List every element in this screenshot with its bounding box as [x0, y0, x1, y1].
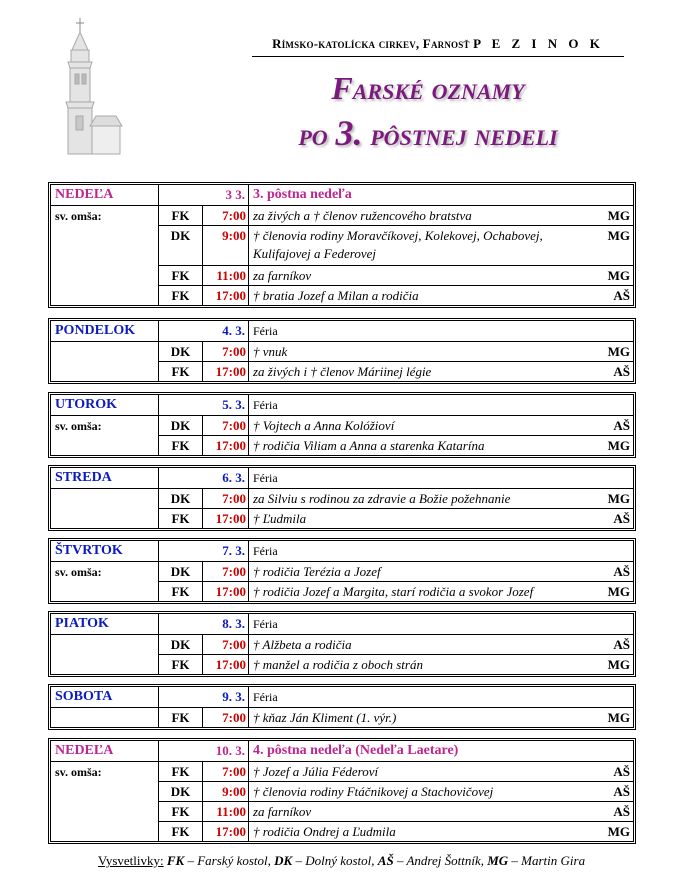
day-name: SOBOTA [51, 687, 159, 707]
mass-label: sv. omša: [51, 761, 159, 781]
mass-label [51, 285, 159, 305]
mass-label [51, 821, 159, 841]
church-tower-illustration [46, 16, 126, 156]
celebrant-code: AŠ [599, 561, 633, 581]
day-name: PIATOK [51, 614, 159, 634]
mass-label [51, 265, 159, 285]
liturgical-day: 3. pôstna nedeľa [253, 187, 352, 202]
celebrant-code: AŠ [599, 781, 633, 801]
celebrant-code: AŠ [599, 634, 633, 654]
church-code: FK [159, 361, 203, 381]
church-code: FK [159, 581, 203, 601]
mass-row [51, 341, 633, 361]
mass-label [51, 435, 159, 455]
day-header-row [51, 541, 633, 561]
mass-time: 17:00 [203, 361, 249, 381]
church-code: FK [159, 205, 203, 225]
celebrant-code: AŠ [599, 761, 633, 781]
day-name: NEDEĽA [51, 741, 159, 761]
church-code: DK [159, 341, 203, 361]
parish-name: P E Z I N O K [473, 36, 604, 51]
legend-as-text: – Andrej Šottník, [396, 853, 484, 868]
day-block [48, 318, 636, 384]
mass-label [51, 361, 159, 381]
mass-row [51, 707, 633, 727]
day-header-row [51, 468, 633, 488]
mass-time: 7:00 [203, 415, 249, 435]
liturgical-day: Féria [253, 617, 278, 631]
mass-time: 17:00 [203, 654, 249, 674]
mass-label [51, 341, 159, 361]
church-code: FK [159, 508, 203, 528]
celebrant-code: MG [599, 225, 633, 265]
mass-label [51, 654, 159, 674]
mass-time: 17:00 [203, 508, 249, 528]
mass-label: sv. omša: [51, 205, 159, 225]
mass-row [51, 488, 633, 508]
church-code: DK [159, 634, 203, 654]
mass-row [51, 265, 633, 285]
legend-fk-text: – Farský kostol, [187, 853, 271, 868]
day-block [48, 538, 636, 604]
liturgical-day: Féria [253, 471, 278, 485]
mass-row [51, 781, 633, 801]
mass-intention: † rodičia Ondrej a Ľudmila [249, 821, 599, 841]
day-date: 5. 3. [159, 395, 249, 415]
day-name: STREDA [51, 468, 159, 488]
mass-row [51, 508, 633, 528]
legend-mg: MG [487, 853, 509, 868]
day-name: PONDELOK [51, 321, 159, 341]
mass-time: 17:00 [203, 821, 249, 841]
day-date: 10. 3. [159, 741, 249, 761]
mass-time: 7:00 [203, 707, 249, 727]
mass-row [51, 415, 633, 435]
page-subtitle [228, 112, 628, 154]
day-block [48, 611, 636, 677]
day-block [48, 392, 636, 458]
day-date: 7. 3. [159, 541, 249, 561]
legend-label: Vysvetlivky: [97, 853, 164, 868]
church-code: FK [159, 435, 203, 455]
mass-time: 7:00 [203, 341, 249, 361]
mass-row [51, 435, 633, 455]
day-header-row [51, 687, 633, 707]
header-divider [252, 56, 624, 57]
parish-header [248, 36, 628, 52]
org-parish-word: Farnosť [422, 36, 470, 51]
church-code: DK [159, 415, 203, 435]
page-title: Farské oznamy [331, 70, 525, 106]
mass-intention: † Alžbeta a rodičia [249, 634, 599, 654]
mass-time: 7:00 [203, 561, 249, 581]
mass-time: 7:00 [203, 205, 249, 225]
mass-intention: † rodičia Terézia a Jozef [249, 561, 599, 581]
mass-row [51, 361, 633, 381]
day-date: 3 3. [159, 185, 249, 205]
liturgical-day: Féria [253, 544, 278, 558]
mass-time: 17:00 [203, 285, 249, 305]
mass-intention: † členovia rodiny Moravčíkovej, Kolekovej, Ochabovej, Kulifajovej a Federovej [249, 225, 599, 265]
church-code: FK [159, 801, 203, 821]
liturgical-day: Féria [253, 324, 278, 338]
mass-time: 17:00 [203, 581, 249, 601]
mass-intention: † bratia Jozef a Milan a rodičia [249, 285, 599, 305]
mass-row [51, 561, 633, 581]
celebrant-code: MG [599, 341, 633, 361]
liturgical-day: 4. pôstna nedeľa (Nedeľa Laetare) [253, 743, 459, 758]
mass-label [51, 707, 159, 727]
church-code: DK [159, 225, 203, 265]
mass-intention: za farníkov [249, 801, 599, 821]
legend-mg-text: – Martin Gira [511, 853, 586, 868]
church-code: FK [159, 707, 203, 727]
day-header-row [51, 741, 633, 761]
day-name: ŠTVRTOK [51, 541, 159, 561]
celebrant-code: MG [599, 821, 633, 841]
mass-intention: † manžel a rodičia z oboch strán [249, 654, 599, 674]
mass-row [51, 581, 633, 601]
mass-row [51, 225, 633, 265]
mass-label [51, 508, 159, 528]
church-code: FK [159, 654, 203, 674]
mass-intention: za farníkov [249, 265, 599, 285]
mass-intention: † vnuk [249, 341, 599, 361]
subtitle-post: pôstnej nedeli [370, 117, 558, 152]
celebrant-code: MG [599, 654, 633, 674]
celebrant-code: MG [599, 435, 633, 455]
celebrant-code: MG [599, 265, 633, 285]
mass-intention: † kňaz Ján Kliment (1. výr.) [249, 707, 599, 727]
church-code: DK [159, 561, 203, 581]
subtitle-pre: po [298, 117, 328, 152]
church-code: DK [159, 781, 203, 801]
mass-time: 9:00 [203, 781, 249, 801]
mass-label [51, 801, 159, 821]
day-header-row [51, 614, 633, 634]
legend-as: AŠ [377, 853, 394, 868]
mass-intention: † rodičia Jozef a Margita, starí rodičia a svokor Jozef [249, 581, 599, 601]
celebrant-code: AŠ [599, 415, 633, 435]
church-code: FK [159, 265, 203, 285]
mass-time: 7:00 [203, 634, 249, 654]
celebrant-code: AŠ [599, 508, 633, 528]
legend [0, 853, 683, 869]
mass-label [51, 781, 159, 801]
mass-time: 9:00 [203, 225, 249, 265]
celebrant-code: MG [599, 581, 633, 601]
mass-intention: † členovia rodiny Ftáčnikovej a Stachovičovej [249, 781, 599, 801]
subtitle-number: 3. [335, 113, 363, 153]
mass-row [51, 821, 633, 841]
mass-row [51, 205, 633, 225]
day-header-row [51, 395, 633, 415]
celebrant-code: AŠ [599, 361, 633, 381]
mass-row [51, 761, 633, 781]
mass-label: sv. omša: [51, 415, 159, 435]
mass-intention: za Silviu s rodinou za zdravie a Božie požehnanie [249, 488, 599, 508]
mass-row [51, 634, 633, 654]
liturgical-day: Féria [253, 690, 278, 704]
mass-label [51, 634, 159, 654]
celebrant-code: AŠ [599, 801, 633, 821]
mass-label [51, 581, 159, 601]
mass-label [51, 488, 159, 508]
mass-intention: † Jozef a Júlia Féderoví [249, 761, 599, 781]
day-block [48, 465, 636, 531]
mass-intention: za živých i † členov Máriinej légie [249, 361, 599, 381]
celebrant-code: AŠ [599, 285, 633, 305]
mass-time: 11:00 [203, 265, 249, 285]
mass-time: 7:00 [203, 488, 249, 508]
legend-fk: FK [166, 853, 185, 868]
mass-intention: † Vojtech a Anna Kolóžioví [249, 415, 599, 435]
mass-intention: † Ľudmila [249, 508, 599, 528]
legend-dk: DK [274, 853, 293, 868]
church-code: DK [159, 488, 203, 508]
mass-intention: † rodičia Viliam a Anna a starenka Katarína [249, 435, 599, 455]
church-code: FK [159, 821, 203, 841]
mass-time: 7:00 [203, 761, 249, 781]
liturgical-day: Féria [253, 398, 278, 412]
day-date: 9. 3. [159, 687, 249, 707]
mass-time: 17:00 [203, 435, 249, 455]
mass-row [51, 285, 633, 305]
day-date: 8. 3. [159, 614, 249, 634]
church-code: FK [159, 285, 203, 305]
day-block [48, 684, 636, 730]
mass-time: 11:00 [203, 801, 249, 821]
day-date: 6. 3. [159, 468, 249, 488]
mass-intention: za živých a † členov ružencového bratstva [249, 205, 599, 225]
day-header-row [51, 321, 633, 341]
day-name: UTOROK [51, 395, 159, 415]
celebrant-code: MG [599, 488, 633, 508]
day-date: 4. 3. [159, 321, 249, 341]
day-block [48, 738, 636, 844]
mass-label [51, 225, 159, 265]
day-header-row [51, 185, 633, 205]
legend-dk-text: – Dolný kostol, [295, 853, 375, 868]
church-code: FK [159, 761, 203, 781]
celebrant-code: MG [599, 205, 633, 225]
mass-row [51, 654, 633, 674]
org-prefix: Rímsko-katolícka cirkev, [272, 36, 420, 51]
day-name: NEDEĽA [51, 185, 159, 205]
day-block [48, 182, 636, 308]
mass-label: sv. omša: [51, 561, 159, 581]
mass-row [51, 801, 633, 821]
celebrant-code: MG [599, 707, 633, 727]
